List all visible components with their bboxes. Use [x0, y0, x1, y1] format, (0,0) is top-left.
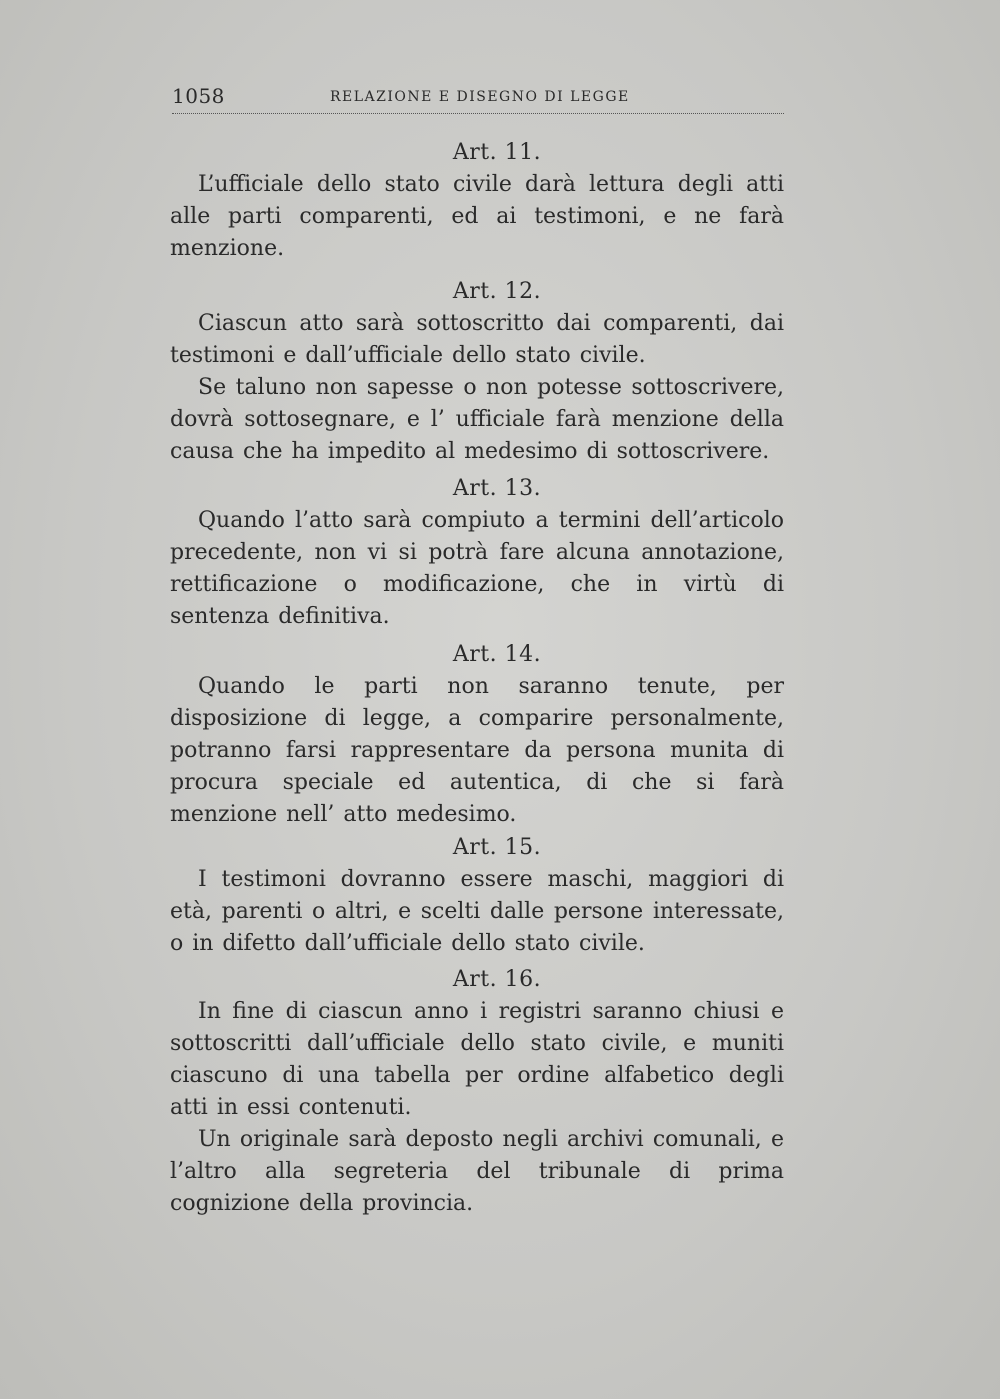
article-heading: Art. 11.	[452, 140, 542, 165]
article-13	[170, 473, 784, 633]
article-paragraph: Ciascun atto sarà sottoscritto dai comparenti, dai testimoni e dall’ufficiale dello stato civile.	[170, 311, 784, 368]
article-paragraph: I testimoni dovranno essere maschi, maggiori di età, parenti o altri, e scelti dalle persone interessate, o in difetto dall’ufficiale dello stato civile.	[170, 867, 784, 956]
article-heading: Art. 13.	[452, 476, 542, 501]
article-paragraph: Quando le parti non saranno tenute, per disposizione di legge, a comparire personalmente, potranno farsi rappresentare da persona munita di procura speciale ed autentica, di che si farà menzione nell’ atto medesimo.	[170, 674, 784, 827]
article-14	[170, 639, 784, 831]
article-11	[170, 137, 784, 265]
article-heading: Art. 12.	[452, 279, 542, 304]
header-rule	[172, 113, 784, 114]
article-heading: Art. 14.	[452, 642, 542, 667]
article-paragraph: L’ufficiale dello stato civile darà lettura degli atti alle parti comparenti, ed ai testimoni, e ne farà menzione.	[170, 172, 784, 261]
page-header	[172, 84, 784, 110]
page-number: 1058	[172, 84, 225, 108]
article-heading: Art. 16.	[452, 967, 542, 992]
article-paragraph: Quando l’atto sarà compiuto a termini dell’articolo precedente, non vi si potrà fare alcuna annotazione, rettificazione o modificazione, che in virtù di sentenza definitiva.	[170, 508, 784, 629]
article-paragraph: Un originale sarà deposto negli archivi comunali, e l’altro alla segreteria del tribunale di prima cognizione della provincia.	[170, 1127, 784, 1216]
article-12	[170, 276, 784, 468]
page-body	[170, 137, 784, 1220]
running-title: RELAZIONE E DISEGNO DI LEGGE	[330, 89, 630, 105]
article-16	[170, 964, 784, 1220]
article-paragraph: In fine di ciascun anno i registri saranno chiusi e sottoscritti dall’ufficiale dello stato civile, e muniti ciascuno di una tabella per ordine alfabetico degli atti in essi contenuti.	[170, 999, 784, 1120]
article-heading: Art. 15.	[452, 835, 542, 860]
article-15	[170, 832, 784, 960]
article-paragraph: Se taluno non sapesse o non potesse sottoscrivere, dovrà sottosegnare, e l’ ufficiale farà menzione della causa che ha impedito al medesimo di sottoscrivere.	[170, 375, 784, 464]
